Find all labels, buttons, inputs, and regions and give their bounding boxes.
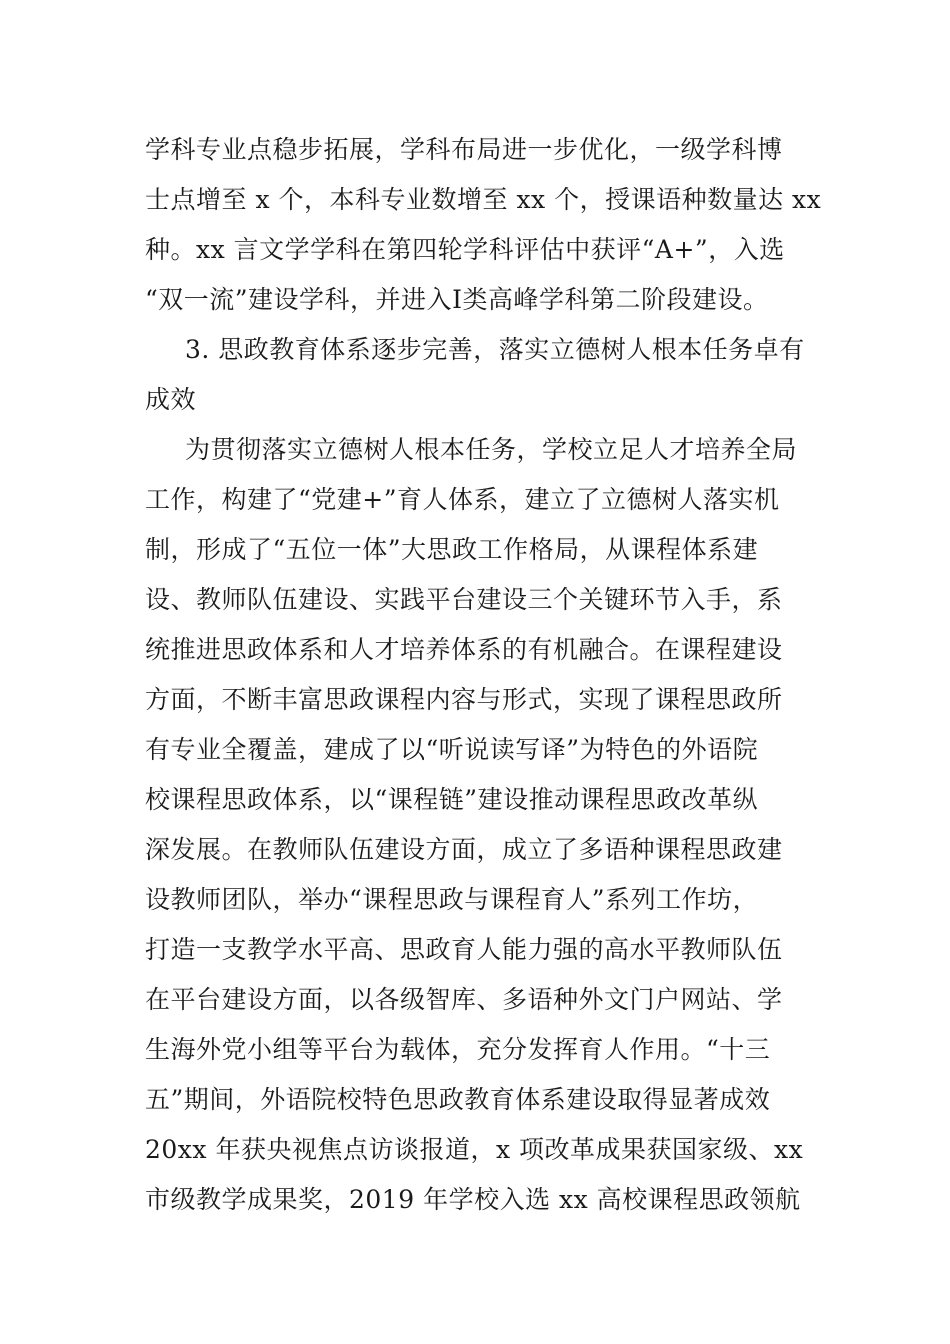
body-text-line: 市级教学成果奖，2019 年学校入选 xx 高校课程思政领航 [145, 1185, 801, 1214]
body-text-line: 士点增至 x 个，本科专业数增至 xx 个，授课语种数量达 xx [145, 185, 822, 214]
body-text-line: 五”期间，外语院校特色思政教育体系建设取得显著成效 [145, 1085, 771, 1114]
body-text-line: 校课程思政体系，以“课程链”建设推动课程思政改革纵 [145, 785, 759, 814]
body-text-line: 在平台建设方面，以各级智库、多语种外文门户网站、学 [145, 985, 783, 1014]
body-text-line: 制，形成了“五位一体”大思政工作格局，从课程体系建 [145, 535, 759, 564]
body-text-line: 20xx 年获央视焦点访谈报道，x 项改革成果获国家级、xx [145, 1135, 804, 1164]
body-text-line: 学科专业点稳步拓展，学科布局进一步优化，一级学科博 [145, 135, 783, 164]
body-text-line: 工作，构建了“党建+”育人体系，建立了立德树人落实机 [145, 485, 780, 514]
body-text-line: 有专业全覆盖，建成了以“听说读写译”为特色的外语院 [145, 735, 759, 764]
body-text-line: 设教师团队，举办“课程思政与课程育人”系列工作坊， [145, 885, 759, 914]
body-text-line: 生海外党小组等平台为载体，充分发挥育人作用。“十三 [145, 1035, 771, 1064]
section-heading: 3. 思政教育体系逐步完善，落实立德树人根本任务卓有 [185, 335, 805, 364]
body-text-line: “双一流”建设学科，并进入Ⅰ类高峰学科第二阶段建设。 [145, 285, 769, 314]
body-text-line: 设、教师队伍建设、实践平台建设三个关键环节入手，系 [145, 585, 783, 614]
body-text-line: 打造一支教学水平高、思政育人能力强的高水平教师队伍 [145, 935, 783, 964]
body-text-line: 统推进思政体系和人才培养体系的有机融合。在课程建设 [145, 635, 783, 664]
body-text-line: 为贯彻落实立德树人根本任务，学校立足人才培养全局 [185, 435, 798, 464]
body-text-line: 深发展。在教师队伍建设方面，成立了多语种课程思政建 [145, 835, 783, 864]
body-text-line: 种。xx 言文学学科在第四轮学科评估中获评“A+”，入选 [145, 235, 785, 264]
body-text-line: 方面，不断丰富思政课程内容与形式，实现了课程思政所 [145, 685, 783, 714]
section-heading-continued: 成效 [145, 385, 197, 414]
